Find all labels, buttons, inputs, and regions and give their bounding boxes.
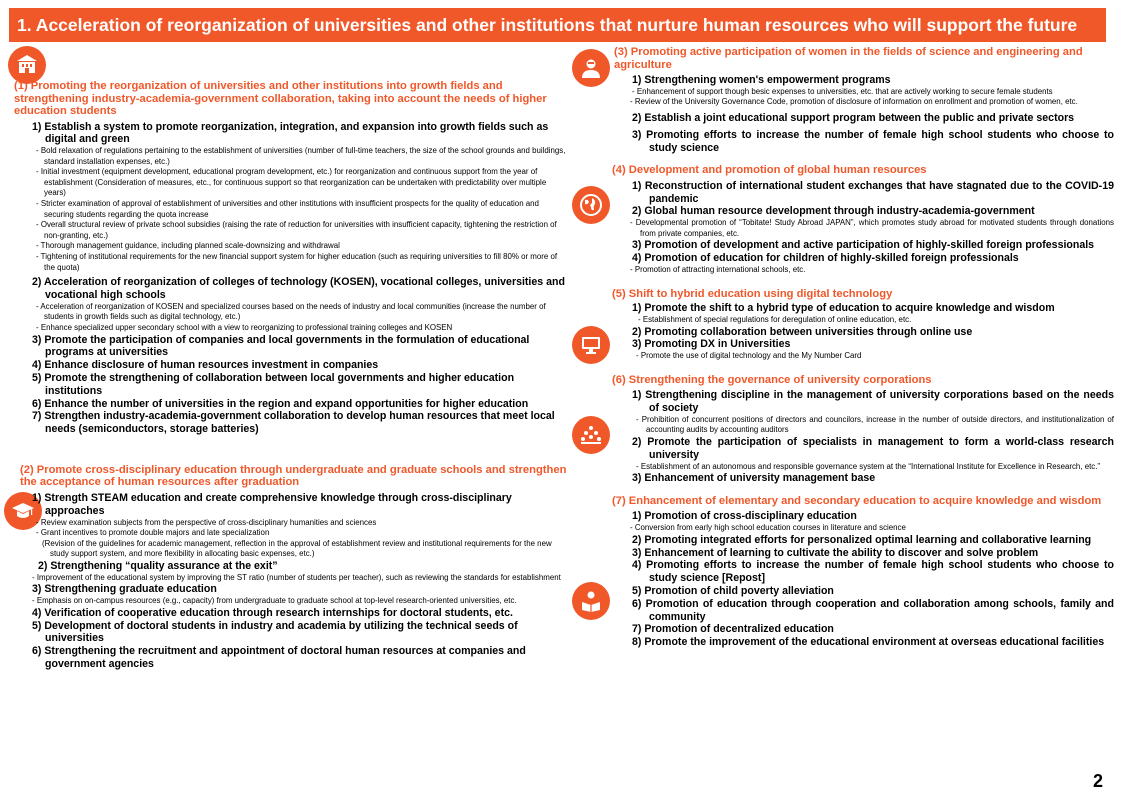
section-title: (5) Shift to hybrid education using digital technology [612,287,893,300]
section-governance [574,374,1114,485]
item-heading: 2) Strengthening “quality assurance at the exit” [38,559,278,572]
list-item: 3) Promote the participation of companies and local governments in the formulation of educational programs at universities [32,333,530,359]
item-note: - Promote the use of digital technology and the My Number Card [636,351,862,361]
item-note: - Improvement of the educational system by improving the ST ratio (number of students per teacher), such as reviewing the standards for establishment [32,572,561,582]
list-item: 6) Promotion of education through cooperation and collaboration among schools, family and community [632,597,1114,623]
section-growth-fields [14,80,570,436]
section-title: (6) Strengthening the governance of university corporations [612,373,932,386]
section-title: (3) Promoting active participation of women in the fields of science and engineering and agriculture [614,46,1083,71]
section-title: (7) Enhancement of elementary and secondary education to acquire knowledge and wisdom [612,494,1102,507]
item-heading: 2) Acceleration of reorganization of colleges of technology (KOSEN), vocational colleges, universities and vocational high schools [32,276,565,302]
item-heading: 1) Establish a system to promote reorganization, integration, and expansion into growth fields such as digital and green [32,120,549,146]
item-heading: 3) Strengthening graduate education [32,583,217,596]
item-note: - Grant incentives to promote double majors and late specialization [36,528,270,538]
item-note: - Thorough management guidance, including planned scale-downsizing and withdrawal [36,241,340,251]
section-hybrid-education [574,288,1114,362]
item-heading: 1) Promote the shift to a hybrid type of education to acquire knowledge and wisdom [632,302,1055,315]
list-item: 3) Enhancement of learning to cultivate the ability to discover and solve problem [632,546,1039,559]
list-item: 7) Strengthen industry-academia-government collaboration to develop human resources that meet local needs (semiconductors, storage batteries) [32,410,555,436]
list-item: 1) Reconstruction of international student exchanges that have stagnated due to the COVID-19 pandemic [632,179,1114,205]
item-list [14,492,570,671]
list-item: 3) Enhancement of university management base [632,472,876,485]
section-cross-disciplinary [14,464,570,671]
list-item: 6) Enhance the number of universities in the region and expand opportunities for higher education [32,397,529,410]
item-note: - Enhance specialized upper secondary school with a view to reorganizing to professional training colleges and KOSEN [36,323,453,332]
item-heading: 3) Promoting DX in Universities [632,338,791,351]
list-item: 4) Enhance disclosure of human resources investment in companies [32,359,379,372]
section-elementary-secondary [574,495,1114,649]
right-column [574,46,1114,649]
item-note: - Emphasis on on-campus resources (e.g., capacity) from undergraduate to graduate school at top-level research-oriented universities, etc. [32,596,517,606]
item-note: - Tightening of institutional requirements for the new financial support system for higher education (such as requiring universities to fill 80% or more of the quota) [36,252,558,272]
list-item: 2) Establish a joint educational support program between the public and private sectors [632,111,1075,124]
item-note: - Stricter examination of approval of establishment of universities and other institutions with insufficient prospects for the quality of education and securing students regarding the quota increase [36,199,539,219]
list-item: 5) Promotion of child poverty alleviation [632,585,834,598]
list-item: 4) Promoting efforts to increase the number of female high school students who choose to study science [Repost] [632,559,1114,585]
item-note: - Bold relaxation of regulations pertaining to the establishment of universities (number of full-time teachers, the size of the school grounds and buildings, standard installation expenses, etc.) [36,146,566,166]
section-global-hr [574,164,1114,275]
list-item: 3) Promotion of development and active participation of highly-skilled foreign professionals [632,239,1095,252]
list-item: 2) Promoting collaboration between universities through online use [632,325,973,338]
left-column [14,46,570,671]
item-note: - Prohibition of concurrent positions of directors and councilors, increase in the number of outside directors, and institutionalization of accounting audits by accounting auditors [636,414,1114,435]
section-women-science [574,46,1114,154]
section-title: (1) Promoting the reorganization of universities and other institutions into growth fields and strengthening industry-academia-government collaboration, taking into account the needs of higher education students [14,80,547,117]
item-note: - Overall structural review of private school subsidies (raising the rate of reduction for universities with insufficient capacity, tightening the restriction of non-granting, etc.) [36,220,557,240]
list-item: 7) Promotion of decentralized education [632,623,834,636]
section-title: (2) Promote cross-disciplinary education through undergraduate and graduate schools and strengthen the acceptance of human resources after graduation [20,463,567,489]
item-heading: 2) Global human resource development through industry-academia-government [632,205,1035,218]
item-note: - Review of the University Governance Code, promotion of disclosure of information on enrollment and promotion of women, etc. [630,97,1078,107]
item-note: - Enhancement of support though besic expenses to universities, etc. that are actively working to secure female students [632,86,1053,96]
item-note: - Promotion of attracting international schools, etc. [630,265,806,275]
list-item: 4) Verification of cooperative education through research internships for doctoral students, etc. [32,606,513,619]
item-list [14,121,570,436]
item-note: - Establishment of an autonomous and responsible governance system at the “International Institute for Excellence in Research, etc.” [636,461,1101,471]
list-item [14,583,570,606]
item-note: - Developmental promotion of “Tobitate! Study Abroad JAPAN”, which promotes study abroad for motivated students through donations from private companies, etc. [630,218,1114,238]
list-item: 6) Strengthening the recruitment and appointment of doctoral human resources at companies and government agencies [32,645,526,670]
list-item [14,560,570,583]
item-heading: 1) Strength STEAM education and create comprehensive knowledge through cross-disciplinary approaches [32,491,512,517]
page-number: 2 [1092,771,1103,791]
list-item: 8) Promote the improvement of the educational environment at overseas educational facilities [632,636,1105,649]
list-item: 3) Promoting efforts to increase the number of female high school students who choose to study science [632,128,1114,154]
page-title: 1. Acceleration of reorganization of universities and other institutions that nurture human resources who will support the future [9,8,1106,42]
item-note: - Review examination subjects from the perspective of cross-disciplinary humanities and sciences [36,517,377,527]
item-heading: 2) Promote the participation of specialists in management to form a world-class research university [632,436,1114,461]
list-item: 2) Promoting integrated efforts for personalized optimal learning and collaborative learning [632,533,1092,546]
item-heading: 4) Promotion of education for children of highly-skilled foreign professionals [632,252,1019,265]
item-note: - Acceleration of reorganization of KOSEN and specialized courses based on the needs of industry and local communities (increase the number of students in growth fields such as digital technology, etc.) [36,301,546,322]
section-title: (4) Development and promotion of global human resources [612,164,927,177]
list-item: 5) Promote the strengthening of collaboration between local governments and higher education institutions [32,371,515,397]
item-note: - Initial investment (equipment development, educational program development, etc.) for reorganization and continuous support from the year of establishment (Consideration of measures, etc., for continuous support so that reorganization can be undertaken with predictability over multiple years) [36,167,547,198]
item-heading: 1) Strengthening women's empowerment programs [632,74,891,86]
item-note: - Establishment of special regulations for deregulation of online education, etc. [638,314,912,324]
list-item [14,492,570,560]
list-item [14,276,570,333]
item-note: - Conversion from early high school education courses in literature and science [630,523,906,533]
list-item [14,121,570,274]
item-heading: 1) Promotion of cross-disciplinary education [632,510,857,523]
item-note: (Revision of the guidelines for academic management, reflection in the approval of establishment review and institutional requirements for the new study support system, and more flexibility in allocating basic expenses, etc.) [42,538,552,559]
list-item: 5) Development of doctoral students in industry and academia by utilizing the technical seeds of universities [32,619,518,645]
item-heading: 1) Strengthening discipline in the management of university corporations based on the needs of society [632,389,1114,415]
